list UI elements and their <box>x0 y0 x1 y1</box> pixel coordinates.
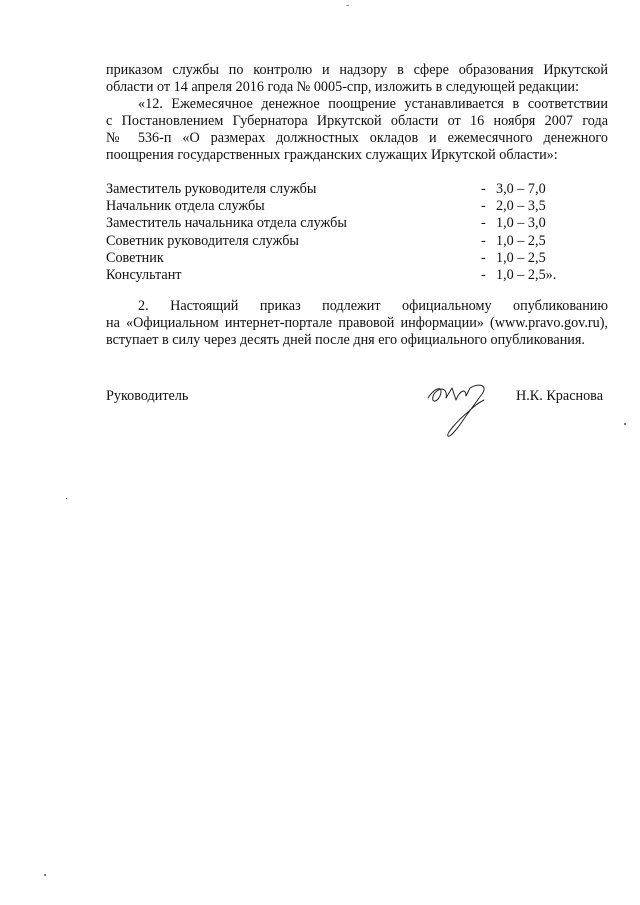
text-line: «12. Ежемесячное денежное поощрение устанавливается в соответствии <box>138 96 608 112</box>
text-line: вступает в силу через десять дней после дня его официального опубликования. <box>106 332 585 348</box>
rate-dash: - <box>481 232 486 249</box>
signature-block <box>106 384 616 444</box>
scan-speck <box>44 874 46 876</box>
rates-list <box>106 181 596 284</box>
paragraph-publication <box>106 298 608 349</box>
signatory-role: Руководитель <box>106 388 189 404</box>
text-line: области от 14 апреля 2016 года № 0005-спр, изложить в следующей редакции: <box>106 79 579 95</box>
rate-row <box>106 267 596 284</box>
rate-range: 1,0 – 3,0 <box>496 215 546 232</box>
rate-position: Начальник отдела службы <box>106 198 265 215</box>
rate-dash: - <box>481 249 486 266</box>
rate-range: 1,0 – 2,5 <box>496 232 546 249</box>
rate-range: 3,0 – 7,0 <box>496 181 546 197</box>
rate-dash: - <box>481 215 486 232</box>
text-line: 2. Настоящий приказ подлежит официальному опубликованию <box>138 298 608 314</box>
rate-position: Заместитель руководителя службы <box>106 181 317 197</box>
rate-dash: - <box>481 181 486 197</box>
rate-range: 1,0 – 2,5 <box>496 249 546 266</box>
text-line: № 536-п «О размерах должностных окладов и ежемесячного денежного <box>106 130 608 146</box>
handwritten-signature <box>422 384 512 444</box>
paragraph-quoted-clause <box>106 96 608 164</box>
rate-dash: - <box>481 266 486 283</box>
signatory-name: Н.К. Краснова <box>516 388 603 404</box>
rate-range: 2,0 – 3,5 <box>496 198 546 215</box>
rate-row <box>106 181 596 198</box>
text-line: с Постановлением Губернатора Иркутской области от 16 ноября 2007 года <box>106 113 608 129</box>
paragraph-order-reference <box>106 62 608 96</box>
text-line: поощрения государственных гражданских служащих Иркутской области»: <box>106 147 558 163</box>
rate-position: Советник <box>106 249 164 266</box>
rate-dash: - <box>481 198 486 215</box>
rate-row <box>106 215 596 232</box>
rate-row <box>106 198 596 215</box>
rate-range: 1,0 – 2,5». <box>496 266 557 283</box>
scan-speck <box>66 498 67 499</box>
rate-row <box>106 233 596 250</box>
text-line: на «Официальном интернет-портале правовой информации» (www.pravo.gov.ru), <box>106 315 608 331</box>
scan-speck <box>346 5 349 6</box>
rate-position: Советник руководителя службы <box>106 232 299 249</box>
scan-speck <box>624 423 626 425</box>
rate-position: Консультант <box>106 266 182 283</box>
text-line: приказом службы по контролю и надзору в сфере образования Иркутской <box>106 62 608 78</box>
rate-position: Заместитель начальника отдела службы <box>106 215 347 232</box>
rate-row <box>106 250 596 267</box>
